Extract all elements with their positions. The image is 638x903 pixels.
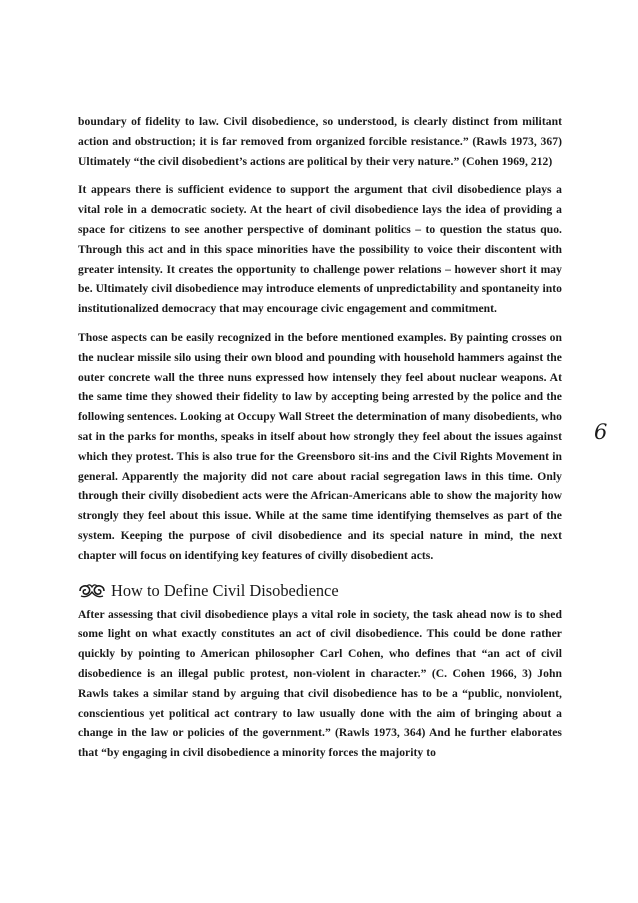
- paragraph-1: boundary of fidelity to law. Civil disobedience, so understood, is clearly distinct from militant action and obstruction; it is far removed from organized forcible resistance.” (Rawls 1973, 367) Ultimately “the civil disobedient’s actions are political by their very nature.” (Cohen 1969, 212): [78, 115, 562, 168]
- paragraph-3: Those aspects can be easily recognized in the before mentioned examples. By painting crosses on the nuclear missile silo using their own blood and pounding with household hammers against the outer concrete wall the three nuns expressed how intensely they feel about nuclear weapons. At the same time they showed their fidelity to law by accepting being arrested by the police and the following sentences. Looking at Occupy Wall Street the determination of many disobedients, who sat in the parks for months, speaks in itself about how strongly they feel about the issues against which they protest. This is also true for the Greensboro sit-ins and the Civil Rights Movement in general. Apparently the majority did not care about racial segregation laws in this time. Only through their civilly disobedient acts were the African-Americans able to show the majority how strongly they feel about this issue. While at the same time identifying themselves as part of the system. Keeping the purpose of civil disobedience and its special nature in mind, the next chapter will focus on identifying key features of civilly disobedient acts.: [78, 330, 562, 562]
- paragraph-2: It appears there is sufficient evidence to support the argument that civil disobedience plays a vital role in a democratic society. At the heart of civil disobedience lays the idea of providing a space for citizens to see another perspective of dominant politics – to question the status quo. Through this act and in this space minorities have the possibility to voice their discontent with greater intensity. It creates the opportunity to challenge power relations – however short it may be. Ultimately civil disobedience may introduce elements of unpredictability and spontaneity into institutionalized democracy that may encourage civic engagement and commitment.: [78, 183, 562, 316]
- paragraph-4: After assessing that civil disobedience plays a vital role in society, the task ahead now is to shed some light on what exactly constitutes an act of civil disobedience. This could be done rather quickly by pointing to American philosopher Carl Cohen, who defines that “an act of civil disobedience is an illegal public protest, non-violent in character.” (C. Cohen 1966, 3) John Rawls takes a similar stand by arguing that civil disobedience has to be a “public, nonviolent, conscientious yet political act contrary to law usually done with the aim of bringing about a change in the law or policies of the government.” (Rawls 1973, 364) And he further elaborates that “by engaging in civil disobedience a minority forces the majority to: [78, 607, 562, 760]
- section-heading: [78, 580, 562, 602]
- section-heading-text: How to Define Civil Disobedience: [111, 580, 339, 600]
- ornament-icon: [78, 583, 106, 599]
- body-text: [78, 112, 562, 772]
- page-number: 6: [594, 420, 608, 444]
